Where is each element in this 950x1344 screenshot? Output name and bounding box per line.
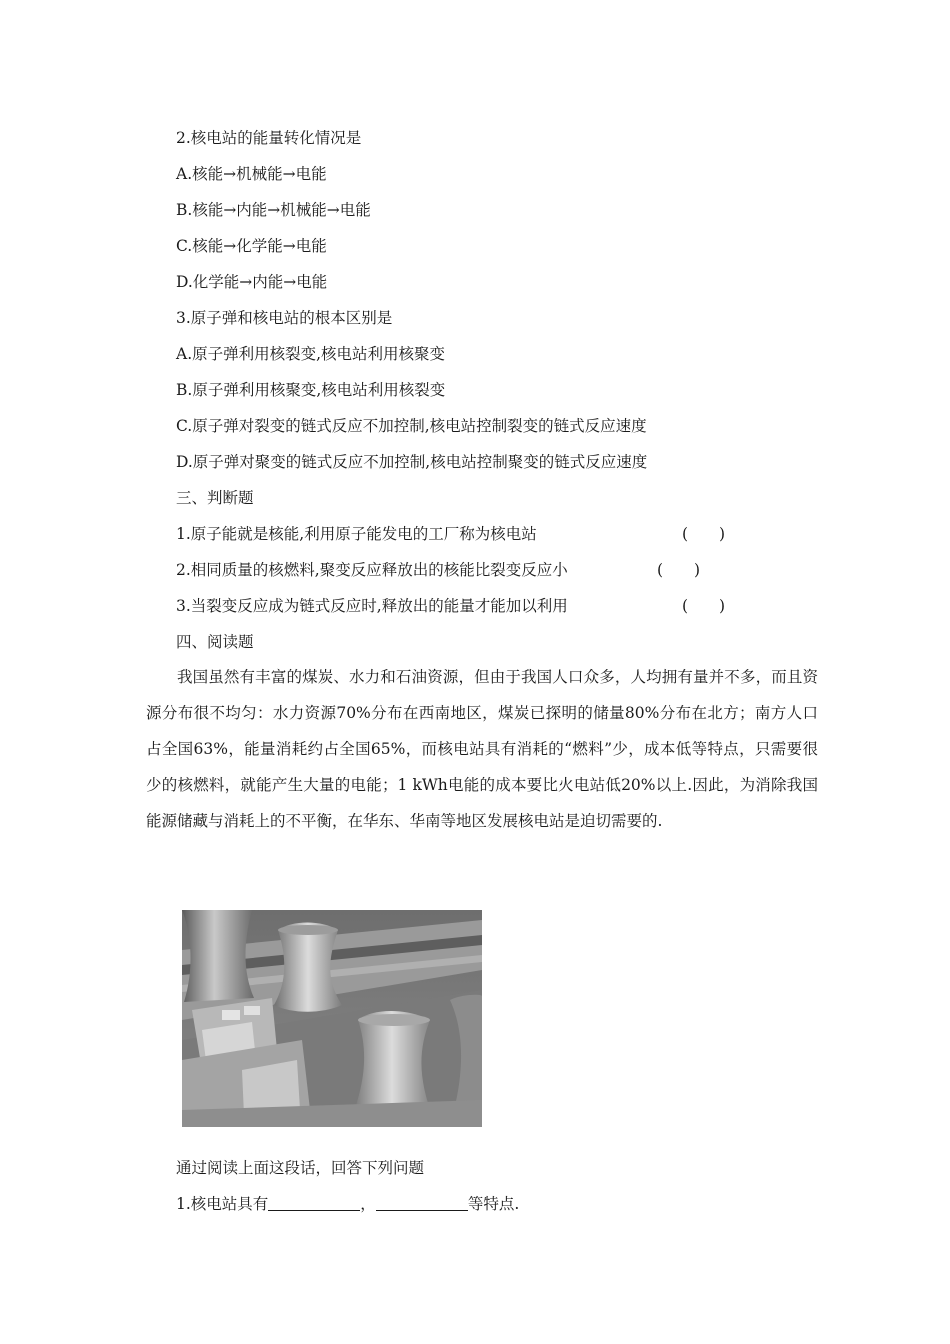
q3-option-b: B.原子弹利用核聚变,核电站利用核裂变 <box>176 381 446 399</box>
section-heading-judgement: 三、判断题 <box>176 489 254 507</box>
answer-blank-2[interactable] <box>376 1194 468 1211</box>
judgement-item-1: 1.原子能就是核能,利用原子能发电的工厂称为核电站 <box>176 525 537 543</box>
reading-question-1-sep: ， <box>360 1195 376 1213</box>
q3-stem: 3.原子弹和核电站的根本区别是 <box>176 309 393 327</box>
judgement-item-2: 2.相同质量的核燃料,聚变反应释放出的核能比裂变反应小 <box>176 561 568 579</box>
judgement-paren-2: ( ) <box>657 561 701 579</box>
q2-option-b: B.核能→内能→机械能→电能 <box>176 201 371 219</box>
section-heading-reading: 四、阅读题 <box>176 633 254 651</box>
q2-option-a: A.核能→机械能→电能 <box>176 165 327 183</box>
reading-passage: 我国虽然有丰富的煤炭、水力和石油资源，但由于我国人口众多，人均拥有量并不多，而且资源分布很不均匀：水力资源70%分布在西南地区，煤炭已探明的储量80%分布在北方；南方人口占全国63%，能量消耗约占全国65%，而核电站具有消耗的“燃料”少，成本低等特点，只需要很少的核燃料，就能产生大量的电能；1 kWh电能的成本要比火电站低20%以上.因此，为消除我国能源储藏与消耗上的不平衡，在华东、华南等地区发展核电站是迫切需要的. <box>146 668 818 830</box>
reading-question-1 <box>176 1194 519 1214</box>
answer-blank-1[interactable] <box>268 1194 360 1211</box>
reading-prompt: 通过阅读上面这段话，回答下列问题 <box>176 1159 425 1177</box>
q2-stem: 2.核电站的能量转化情况是 <box>176 129 362 147</box>
q3-option-d: D.原子弹对聚变的链式反应不加控制,核电站控制聚变的链式反应速度 <box>176 453 648 471</box>
judgement-item-3: 3.当裂变反应成为链式反应时,释放出的能量才能加以利用 <box>176 597 568 615</box>
judgement-paren-1: ( ) <box>682 525 726 543</box>
q3-option-c: C.原子弹对裂变的链式反应不加控制,核电站控制裂变的链式反应速度 <box>176 417 647 435</box>
q2-option-d: D.化学能→内能→电能 <box>176 273 328 291</box>
q2-option-c: C.核能→化学能→电能 <box>176 237 327 255</box>
nuclear-plant-photo <box>182 910 482 1127</box>
reading-question-1-suffix: 等特点. <box>467 1195 520 1213</box>
reading-question-1-prefix: 1.核电站具有 <box>176 1195 269 1213</box>
q3-option-a: A.原子弹利用核裂变,核电站利用核聚变 <box>176 345 446 363</box>
judgement-paren-3: ( ) <box>682 597 726 615</box>
